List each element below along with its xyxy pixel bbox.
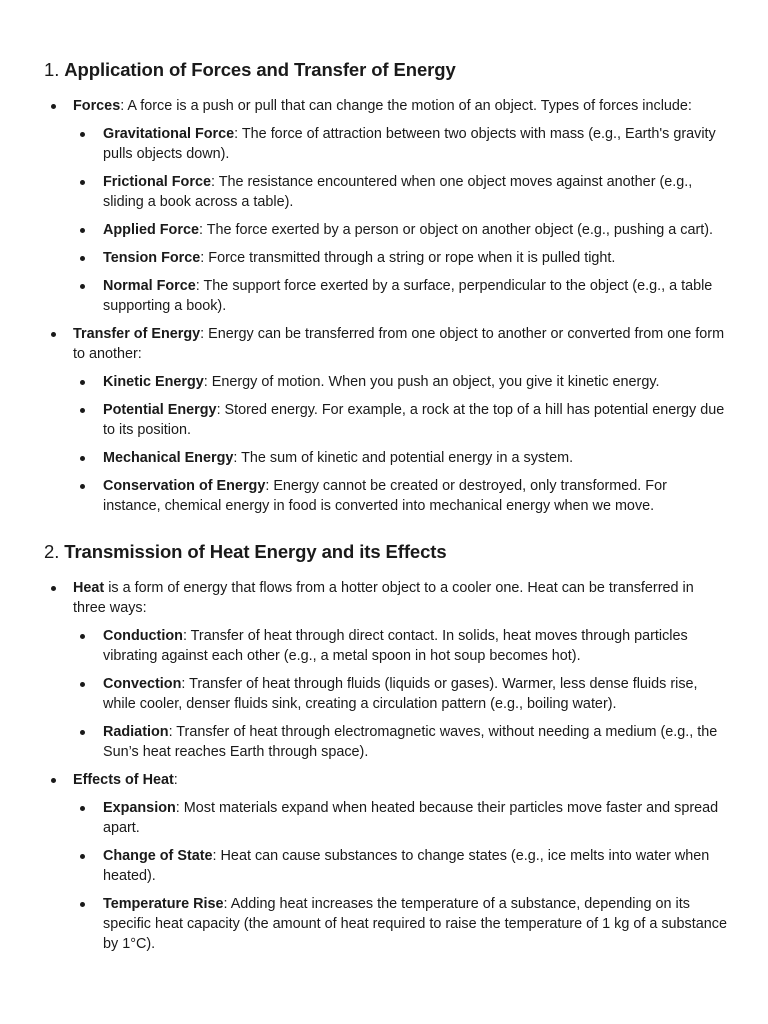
bullet-list: [44, 96, 728, 516]
list-item-heat: [44, 578, 728, 762]
sub-bullet-list: [73, 626, 728, 762]
sub-item-term: Normal Force: [103, 278, 196, 294]
sub-bullet-list: [73, 124, 728, 316]
sub-item-text: : Energy cannot be created or destroyed, only transformed. For instance, chemical energy in food is converted into mechanical energy when we move.: [103, 478, 667, 514]
sub-list-item: [73, 400, 728, 440]
sub-item-text: : Transfer of heat through direct contact. In solids, heat moves through particles vibrating against each other (e.g., a metal spoon in hot soup becomes hot).: [103, 628, 688, 664]
sub-list-item: [73, 276, 728, 316]
list-item-forces: [44, 96, 728, 316]
section-title: Application of Forces and Transfer of Energy: [64, 59, 456, 80]
sub-item-term: Gravitational Force: [103, 126, 235, 142]
sub-item-text: : The support force exerted by a surface, perpendicular to the object (e.g., a table supporting a book).: [103, 278, 713, 314]
sub-item-term: Conservation of Energy: [103, 478, 266, 494]
sub-list-item: [73, 626, 728, 666]
sub-item-text: : The force of attraction between two objects with mass (e.g., Earth's gravity pulls objects down).: [103, 126, 716, 162]
sub-item-term: Mechanical Energy: [103, 450, 234, 466]
sub-item-term: Convection: [103, 676, 182, 692]
sub-item-text: : The resistance encountered when one object moves against another (e.g., sliding a book across a table).: [103, 174, 693, 210]
section-heading: [44, 540, 728, 564]
sub-list-item: [73, 248, 728, 268]
sub-item-term: Temperature Rise: [103, 896, 224, 912]
sub-item-term: Frictional Force: [103, 174, 211, 190]
section-heading: [44, 58, 728, 82]
sub-list-item: [73, 846, 728, 886]
sub-item-term: Tension Force: [103, 250, 201, 266]
sub-item-term: Expansion: [103, 800, 176, 816]
sub-list-item: [73, 798, 728, 838]
sub-list-item: [73, 476, 728, 516]
section-forces-energy: [44, 58, 728, 516]
section-heat-energy: [44, 540, 728, 954]
item-term: Effects of Heat: [73, 772, 174, 788]
sub-item-text: : Heat can cause substances to change states (e.g., ice melts into water when heated).: [103, 848, 710, 884]
sub-item-text: : Adding heat increases the temperature of a substance, depending on its specific heat capacity (the amount of heat required to raise the temperature of 1 kg of a substance by 1°C).: [103, 896, 727, 952]
sub-list-item: [73, 124, 728, 164]
sub-item-text: : Energy of motion. When you push an object, you give it kinetic energy.: [203, 374, 660, 390]
sub-bullet-list: [73, 372, 728, 516]
item-text: is a form of energy that flows from a hotter object to a cooler one. Heat can be transferred in three ways:: [73, 580, 694, 616]
sub-bullet-list: [73, 798, 728, 954]
sub-list-item: [73, 894, 728, 954]
list-item-effects-of-heat: [44, 770, 728, 954]
sub-item-term: Change of State: [103, 848, 213, 864]
item-term: Forces: [73, 98, 121, 114]
item-text: :: [173, 772, 178, 788]
section-number: 1.: [44, 59, 60, 80]
list-item-transfer-of-energy: [44, 324, 728, 516]
sub-item-term: Conduction: [103, 628, 183, 644]
sub-item-term: Applied Force: [103, 222, 199, 238]
sub-item-text: : Most materials expand when heated because their particles move faster and spread apart.: [103, 800, 719, 836]
sub-list-item: [73, 220, 728, 240]
item-text: : A force is a push or pull that can change the motion of an object. Types of forces include:: [120, 98, 692, 114]
section-number: 2.: [44, 541, 60, 562]
item-term: Transfer of Energy: [73, 326, 201, 342]
sub-list-item: [73, 722, 728, 762]
sub-list-item: [73, 448, 728, 468]
sub-item-text: : Force transmitted through a string or rope when it is pulled tight.: [200, 250, 616, 266]
sub-item-text: : The force exerted by a person or object on another object (e.g., pushing a cart).: [198, 222, 714, 238]
sub-item-term: Potential Energy: [103, 402, 217, 418]
bullet-list: [44, 578, 728, 954]
item-term: Heat: [73, 580, 105, 596]
item-text: : Energy can be transferred from one object to another or converted from one form to another:: [73, 326, 725, 362]
sub-list-item: [73, 372, 728, 392]
section-title: Transmission of Heat Energy and its Effects: [64, 541, 447, 562]
sub-item-term: Radiation: [103, 724, 169, 740]
sub-item-term: Kinetic Energy: [103, 374, 204, 390]
sub-list-item: [73, 172, 728, 212]
sub-item-text: : The sum of kinetic and potential energy in a system.: [233, 450, 574, 466]
sub-item-text: : Transfer of heat through fluids (liquids or gases). Warmer, less dense fluids rise, while cooler, denser fluids sink, creating a circulation pattern (e.g., boiling water).: [103, 676, 698, 712]
sub-item-text: : Transfer of heat through electromagnetic waves, without needing a medium (e.g., the Sun’s heat reaches Earth through space).: [103, 724, 718, 760]
sub-list-item: [73, 674, 728, 714]
sub-item-text: : Stored energy. For example, a rock at the top of a hill has potential energy due to its position.: [103, 402, 725, 438]
